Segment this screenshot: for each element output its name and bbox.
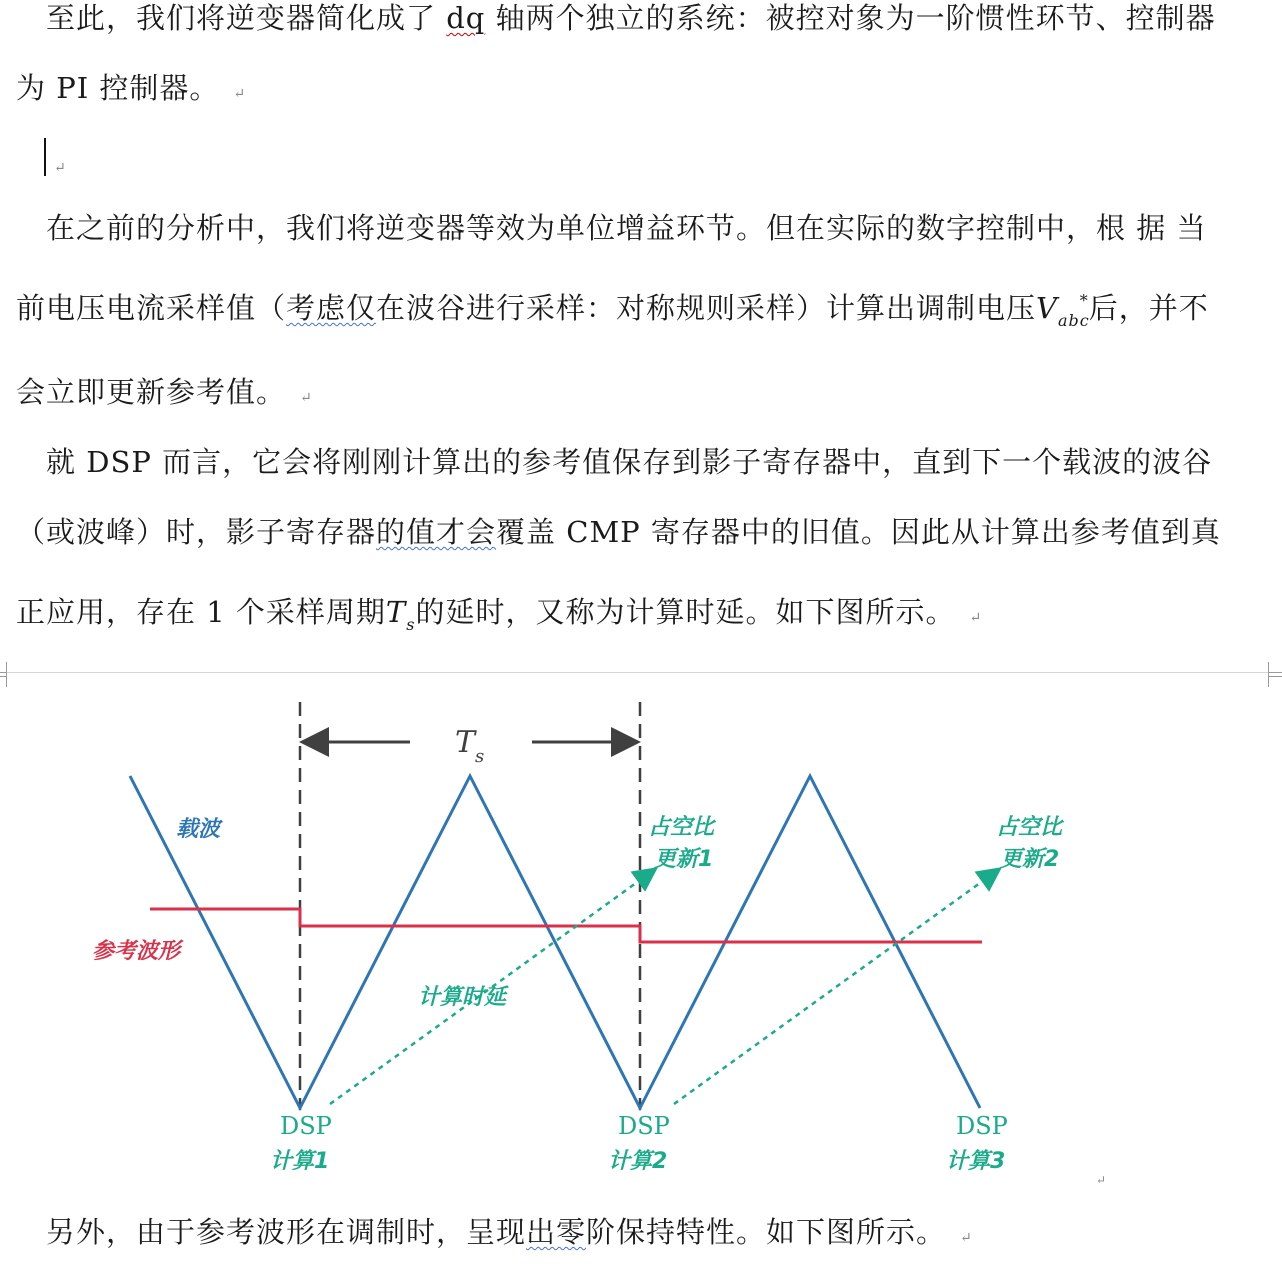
dsp-1-line-2: 计算1 <box>270 1149 330 1174</box>
text-run: 的延时，又称为计算时延。如下图所示。 <box>415 595 956 629</box>
dsp-2-line-1: DSP <box>618 1112 670 1140</box>
paragraph-mark-icon: ↵ <box>54 160 66 176</box>
dsp-2-line-2: 计算2 <box>608 1149 668 1174</box>
text-run: 为 PI 控制器。 <box>16 71 220 105</box>
delay-arrow-2 <box>674 870 998 1104</box>
paragraph-1-line-2 <box>16 70 246 112</box>
dsp-3-line-1: DSP <box>956 1112 1008 1140</box>
paragraph-1-line-1 <box>46 0 1216 36</box>
spellcheck-word: dq <box>446 1 486 35</box>
paragraph-2-line-1 <box>46 210 1206 246</box>
paragraph-2-line-2 <box>16 290 1209 331</box>
paragraph-3-line-1 <box>46 444 1212 480</box>
grammar-flag: 的值才会 <box>376 515 497 549</box>
paragraph-4 <box>46 1214 973 1256</box>
delay-label: 计算时延 <box>418 985 507 1010</box>
paragraph-mark-icon: ↵ <box>1096 1173 1107 1187</box>
text-run: 轴两个独立的系统：被控对象为一阶惯性环节、控制器 <box>485 1 1216 35</box>
text-run: 至此，我们将逆变器简化成了 <box>46 1 447 35</box>
dsp-1-line-1: DSP <box>280 1112 332 1140</box>
text-run: 前电压电流采样值（ <box>16 291 287 325</box>
ts-label: $T_s$ <box>455 725 485 767</box>
text-run: 会立即更新参考值。 <box>16 375 287 409</box>
delay-diagram <box>0 680 1282 1190</box>
paragraph-2-line-3 <box>16 374 313 416</box>
text-cursor <box>44 138 46 176</box>
reference-waveform <box>150 909 982 942</box>
grammar-flag: 出零 <box>526 1215 587 1249</box>
text-run: （或波峰）时，影子寄存器 <box>16 515 377 549</box>
paragraph-3-line-2 <box>16 514 1221 550</box>
page-break-line <box>0 672 1282 673</box>
paragraph-mark-icon: ↵ <box>960 1230 973 1246</box>
text-run: 阶保持特性。如下图所示。 <box>586 1215 947 1249</box>
math-variable-v: V <box>1036 291 1058 325</box>
text-run: 另外，由于参考波形在调制时，呈现 <box>46 1215 527 1249</box>
duty-update-2-line-2: 更新2 <box>1000 847 1060 872</box>
text-run: 在波谷进行采样：对称规则采样）计算出调制电压 <box>376 291 1037 325</box>
carrier-label: 载波 <box>176 817 221 842</box>
reference-label: 参考波形 <box>92 939 181 964</box>
text-run: 正应用，存在 1 个采样周期 <box>16 595 386 629</box>
duty-update-2-line-1: 占空比 <box>996 815 1063 840</box>
text-run: 后，并不 <box>1088 291 1209 325</box>
duty-update-1-line-1: 占空比 <box>648 815 715 840</box>
paragraph-mark-icon: ↵ <box>300 390 313 406</box>
paragraph-mark-icon: ↵ <box>969 610 983 626</box>
math-subscript: s <box>406 615 416 634</box>
text-run: 在之前的分析中，我们将逆变器等效为单位增益环节。但在实际的数字控制中，根 据 当 <box>46 211 1207 245</box>
paragraph-3-line-3 <box>16 594 982 636</box>
text-run: 覆盖 CMP 寄存器中的旧值。因此从计算出参考值到真 <box>496 515 1221 549</box>
duty-update-1-line-2: 更新1 <box>654 847 714 872</box>
math-superscript: * <box>1079 291 1089 310</box>
math-variable-t: T <box>385 595 407 629</box>
math-subscript: abc <box>1058 311 1090 330</box>
dsp-3-line-2: 计算3 <box>946 1149 1006 1174</box>
paragraph-mark-icon: ↵ <box>233 86 247 102</box>
grammar-flag: 考虑仅 <box>286 291 377 325</box>
text-run: 就 DSP 而言，它会将刚刚计算出的参考值保存到影子寄存器中，直到下一个载波的波谷 <box>46 445 1213 479</box>
